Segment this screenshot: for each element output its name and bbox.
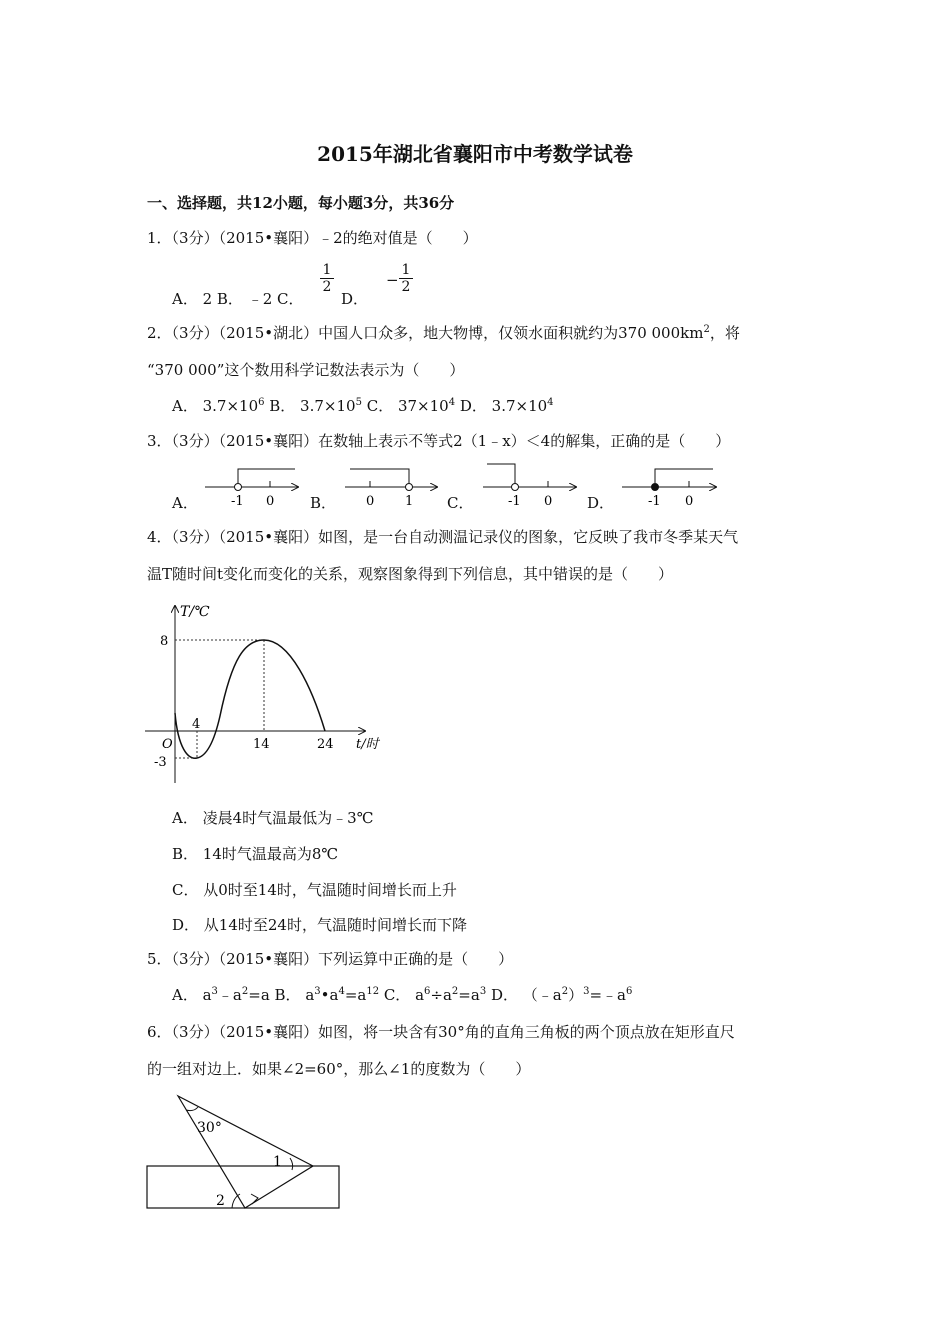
q3-stem: 3．（3分）（2015•襄阳）在数轴上表示不等式2（1﹣x）＜4的解集，正确的是（ ） — [147, 432, 731, 450]
q2-sup-a: 6 — [258, 397, 265, 408]
q5-c-sup1: 6 — [424, 986, 431, 997]
q5-b-sup3: 12 — [366, 986, 380, 997]
q1-option-d-fraction — [399, 262, 413, 295]
q2-sup-c: 4 — [448, 397, 456, 408]
q5-options — [172, 984, 632, 1005]
q5-c-part1: C． a — [379, 986, 425, 1004]
q4-option-c: C． 从0时至14时，气温随时间增长而上升 — [172, 881, 457, 899]
q4-option-a: A． 凌晨4时气温最低为﹣3℃ — [172, 809, 374, 827]
q3-b-tick1: 0 — [366, 494, 375, 509]
q3-d-tick2: 0 — [685, 494, 694, 509]
q2-opt-c: C． 37×10 — [361, 397, 449, 415]
q6-stem-line1: 6．（3分）（2015•襄阳）如图，将一块含有30°角的直角三角板的两个顶点放在矩形直尺 — [147, 1023, 735, 1041]
q4-option-d: D． 从14时至24时，气温随时间增长而下降 — [172, 916, 467, 934]
angle-1-label: 1 — [273, 1154, 282, 1170]
q1-options: A． 2 B． ﹣2 C． — [172, 290, 304, 308]
q5-b-sup2: 4 — [338, 986, 345, 997]
q5-a-part1: A． a — [172, 986, 212, 1004]
q2-sup-d: 4 — [547, 397, 554, 408]
q3-a-tick2: 0 — [266, 494, 275, 509]
q5-c-part3: =a — [458, 986, 480, 1004]
q4-temperature-graph — [140, 598, 400, 788]
q3-line-d — [622, 469, 716, 509]
q5-a-part3: =a B． a — [248, 986, 315, 1004]
q1-c-numerator: 1 — [320, 262, 334, 279]
q1-option-d-label: D． — [341, 290, 369, 308]
q3-option-d-label: D． — [587, 494, 615, 512]
q3-option-c-label: C． — [447, 494, 474, 512]
ruler-rectangle — [147, 1166, 339, 1208]
q2-sup-b: 5 — [355, 397, 362, 408]
q5-d-part1: D． （﹣a — [486, 986, 562, 1004]
q2-stem-line2: “370 000”这个数用科学记数法表示为（ ） — [147, 361, 465, 379]
q3-line-a — [205, 469, 298, 509]
q1-option-d-sign: − — [386, 271, 399, 289]
q2-sup: 2 — [703, 324, 710, 335]
q5-d-part2: ） — [568, 986, 584, 1004]
q5-b-sup1: 3 — [314, 986, 321, 997]
q5-d-sup3: 6 — [625, 986, 633, 997]
y-tick-neg3: -3 — [154, 755, 167, 770]
q1-d-denominator: 2 — [401, 279, 411, 295]
q3-line-b — [345, 469, 437, 509]
q4-stem-line1: 4．（3分）（2015•襄阳）如图，是一台自动测温记录仪的图象，它反映了我市冬季某天气 — [147, 528, 739, 546]
x-axis-label: t/时 — [356, 737, 379, 752]
x-tick-4: 4 — [192, 717, 201, 732]
q6-triangle-ruler-figure — [140, 1090, 350, 1215]
q4-stem-line2: 温T随时间t变化而变化的关系，观察图象得到下列信息，其中错误的是（ ） — [147, 565, 674, 583]
q3-b-tick2: 1 — [405, 494, 414, 509]
section-heading: 一、选择题，共12小题，每小题3分，共36分 — [147, 194, 455, 212]
origin-label: O — [162, 737, 173, 752]
q2-text-b: ，将 — [709, 324, 740, 342]
q5-d-sup1: 2 — [561, 986, 569, 997]
q3-number-lines — [0, 455, 950, 515]
q5-a-sup2: 2 — [241, 986, 249, 997]
q5-c-sup2: 2 — [451, 986, 459, 997]
page-title: 2015年湖北省襄阳市中考数学试卷 — [317, 142, 633, 166]
q5-a-sup1: 3 — [211, 986, 218, 997]
q1-stem: 1．（3分）（2015•襄阳）﹣2的绝对值是（ ） — [147, 229, 478, 247]
q2-opt-d: D． 3.7×10 — [455, 397, 548, 415]
q2-opt-b: B． 3.7×10 — [264, 397, 356, 415]
q3-option-b-label: B． — [310, 494, 337, 512]
q5-b-part2: •a — [320, 986, 339, 1004]
triangle-ruler — [178, 1096, 313, 1208]
q5-d-sup2: 3 — [583, 986, 590, 997]
q5-c-part2: ÷a — [430, 986, 452, 1004]
q3-line-c — [483, 464, 576, 509]
q5-b-part3: =a — [344, 986, 367, 1004]
q2-opt-a: A． 3.7×10 — [172, 397, 259, 415]
angle-30-label: 30° — [197, 1120, 222, 1136]
x-tick-14: 14 — [253, 737, 270, 752]
q4-option-b: B． 14时气温最高为8℃ — [172, 845, 339, 863]
q5-a-part2: ﹣a — [217, 986, 242, 1004]
q1-d-numerator: 1 — [399, 262, 413, 279]
y-tick-8: 8 — [160, 634, 169, 649]
q1-option-c-fraction — [320, 262, 334, 295]
q2-stem-line1 — [147, 322, 740, 343]
q3-d-tick1: -1 — [648, 494, 661, 509]
q5-stem: 5．（3分）（2015•襄阳）下列运算中正确的是（ ） — [147, 950, 514, 968]
q5-c-sup3: 3 — [479, 986, 487, 997]
q2-text-a: 2．（3分）（2015•湖北）中国人口众多，地大物博，仅领水面积就约为370 000km — [147, 324, 704, 342]
y-axis-label: T/℃ — [180, 604, 210, 620]
angle-2-label: 2 — [216, 1193, 225, 1209]
x-tick-24: 24 — [317, 737, 334, 752]
q6-stem-line2: 的一组对边上．如果∠2=60°，那么∠1的度数为（ ） — [147, 1060, 531, 1078]
q5-d-part3: =﹣a — [589, 986, 626, 1004]
q3-a-tick1: -1 — [231, 494, 244, 509]
q1-c-denominator: 2 — [322, 279, 332, 295]
q2-options — [172, 395, 554, 416]
q3-c-tick1: -1 — [508, 494, 521, 509]
q3-c-tick2: 0 — [544, 494, 553, 509]
q3-option-a-label: A． — [172, 494, 198, 512]
